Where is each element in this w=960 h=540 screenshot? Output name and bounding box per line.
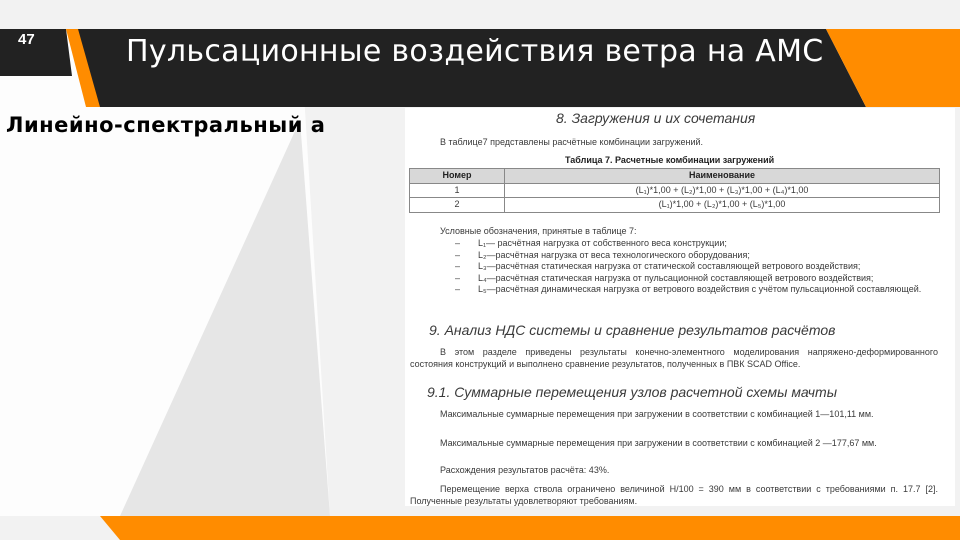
dash-bullet: – <box>455 272 461 283</box>
legend-text: L₂—расчётная нагрузка от веса технологического оборудования; <box>478 249 750 260</box>
list-item <box>455 273 938 285</box>
dash-bullet: – <box>455 284 461 294</box>
legend-list <box>455 238 938 296</box>
table-header-row <box>410 169 940 184</box>
list-item <box>455 261 938 273</box>
table-row <box>410 198 940 213</box>
legend-text: L₃—расчётная статическая нагрузка от статической составляющей ветрового воздействия; <box>478 261 861 271</box>
legend-text: L₄—расчётная статическая нагрузка от пульсационной составляющей ветрового воздействия; <box>478 272 874 283</box>
table-cell: 2 <box>410 198 505 213</box>
list-item <box>455 250 938 262</box>
table-cell: (L₁)*1,00 + (L₂)*1,00 + (L₅)*1,00 <box>505 198 940 213</box>
table-cell: 1 <box>410 183 505 198</box>
table-cell: (L₁)*1,00 + (L₂)*1,00 + (L₃)*1,00 + (L₄)*1,00 <box>505 183 940 198</box>
paragraph-displacement-limit: Перемещение верха ствола ограничено величиной Н/100 = 390 мм в соответствии с требованиями п. 17.7 [2]. Полученные результаты удовлетворяют требованиям. <box>410 484 938 506</box>
dash-bullet: – <box>455 238 461 248</box>
document-scan <box>405 108 955 506</box>
legend-text: L₁— расчётная нагрузка от собственного веса конструкции; <box>478 238 727 248</box>
table-header-number: Номер <box>410 169 505 184</box>
table-caption: Таблица 7. Расчетные комбинации загружений <box>565 155 775 165</box>
table-header-name: Наименование <box>505 169 940 184</box>
bottom-orange-band <box>100 516 960 540</box>
combinations-table <box>409 168 940 213</box>
legend-heading: Условные обозначения, принятые в таблице 7: <box>440 226 637 236</box>
table-row <box>410 183 940 198</box>
section-heading-8: 8. Загружения и их сочетания <box>556 110 756 126</box>
dash-bullet: – <box>455 249 461 260</box>
slide-title: Пульсационные воздействия ветра на АМС <box>126 34 824 69</box>
paragraph-combination-1: Максимальные суммарные перемещения при загружении в соответствии с комбинацией 1—101,11 мм. <box>440 409 874 419</box>
paragraph-discrepancy: Расхождения результатов расчёта: 43%. <box>440 465 610 475</box>
list-item <box>455 238 938 250</box>
section-heading-9: 9. Анализ НДС системы и сравнение результатов расчётов <box>429 322 836 338</box>
slide-subtitle: Линейно-спектральный а <box>6 113 326 137</box>
intro-paragraph: В таблице7 представлены расчётные комбинации загружений. <box>440 137 703 147</box>
slide-number: 47 <box>18 31 35 48</box>
section-9-paragraph: В этом разделе приведены результаты конечно-элементного моделирования напряжено-деформированного состояния конструкций и выполнено сравнение результатов, полученных в ПВК SCAD Office. <box>410 347 938 369</box>
list-item <box>455 284 938 296</box>
legend-text: L₅—расчётная динамическая нагрузка от ветрового воздействия с учётом пульсационной составляющей. <box>478 284 922 294</box>
paragraph-combination-2: Максимальные суммарные перемещения при загружении в соответствии с комбинацией 2 —177,67 мм. <box>440 438 877 448</box>
section-heading-9-1: 9.1. Суммарные перемещения узлов расчетной схемы мачты <box>427 384 837 400</box>
dash-bullet: – <box>455 261 461 271</box>
